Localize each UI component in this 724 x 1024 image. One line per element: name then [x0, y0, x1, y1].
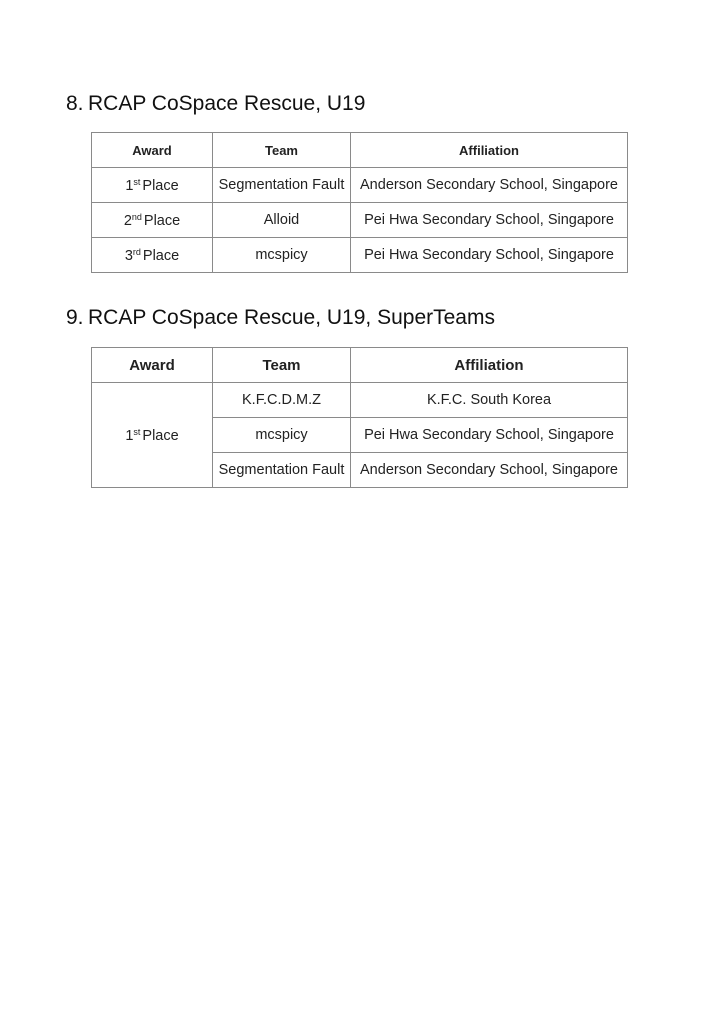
team-cell: mcspicy — [213, 238, 351, 273]
awards-table-u19 — [91, 132, 628, 273]
affiliation-cell: Anderson Secondary School, Singapore — [351, 168, 628, 203]
affiliation-cell: Pei Hwa Secondary School, Singapore — [351, 203, 628, 238]
section-title: RCAP CoSpace Rescue, U19, SuperTeams — [88, 306, 495, 329]
affiliation-column-header: Affiliation — [351, 348, 628, 383]
section-number: 8. — [66, 92, 84, 115]
affiliation-cell: Pei Hwa Secondary School, Singapore — [351, 238, 628, 273]
team-cell: Segmentation Fault — [213, 168, 351, 203]
team-cell: Segmentation Fault — [213, 453, 351, 488]
table-header-row — [92, 348, 628, 383]
section-title: RCAP CoSpace Rescue, U19 — [88, 92, 366, 115]
affiliation-cell: K.F.C. South Korea — [351, 383, 628, 418]
table-row — [92, 168, 628, 203]
award-cell: 1st Place — [92, 168, 213, 203]
award-cell: 3rd Place — [92, 238, 213, 273]
table-row — [92, 383, 628, 418]
team-column-header: Team — [213, 348, 351, 383]
affiliation-column-header: Affiliation — [351, 133, 628, 168]
award-column-header: Award — [92, 348, 213, 383]
section-8-heading — [66, 91, 365, 117]
affiliation-cell: Pei Hwa Secondary School, Singapore — [351, 418, 628, 453]
award-cell: 2nd Place — [92, 203, 213, 238]
table-row — [92, 203, 628, 238]
team-cell: K.F.C.D.M.Z — [213, 383, 351, 418]
award-column-header: Award — [92, 133, 213, 168]
table-row — [92, 238, 628, 273]
team-cell: Alloid — [213, 203, 351, 238]
team-cell: mcspicy — [213, 418, 351, 453]
table-header-row — [92, 133, 628, 168]
team-column-header: Team — [213, 133, 351, 168]
award-cell: 1st Place — [92, 383, 213, 488]
awards-table-superteams — [91, 347, 628, 488]
section-number: 9. — [66, 306, 84, 329]
affiliation-cell: Anderson Secondary School, Singapore — [351, 453, 628, 488]
section-9-heading — [66, 305, 495, 331]
